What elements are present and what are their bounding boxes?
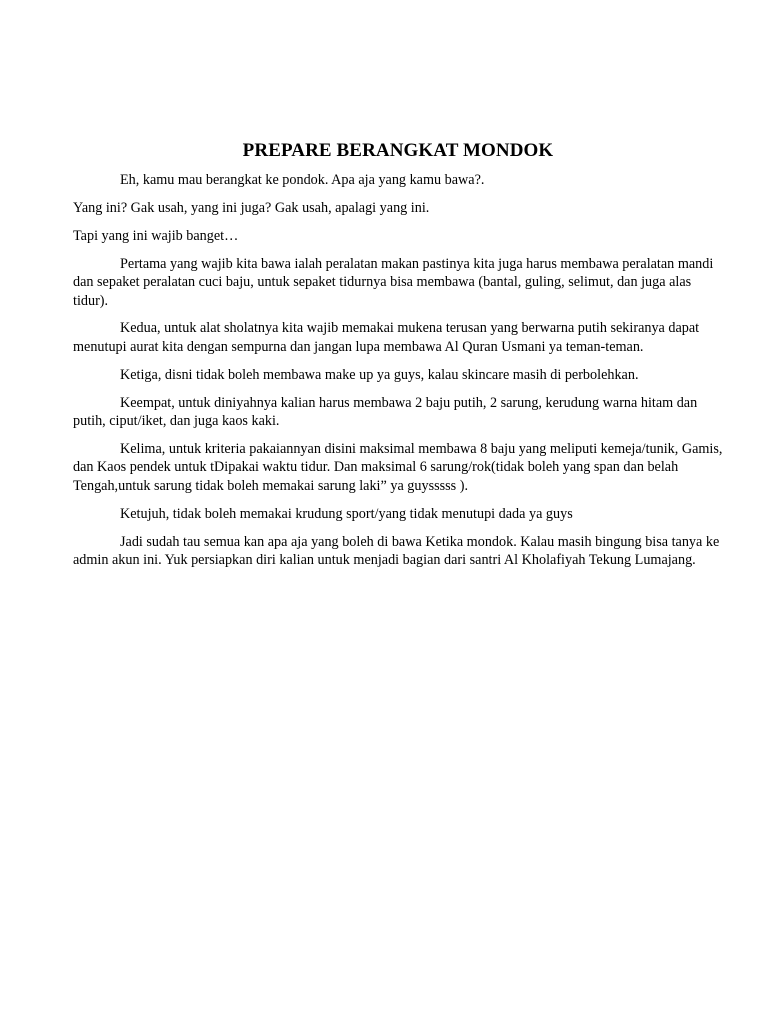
paragraph-closing: Jadi sudah tau semua kan apa aja yang boleh di bawa Ketika mondok. Kalau masih bingung bisa tanya ke admin akun ini. Yuk persiapkan diri kalian untuk menjadi bagian dari santri Al Kholafiyah Tekung Lumajang. xyxy=(73,533,720,568)
document-title: PREPARE BERANGKAT MONDOK xyxy=(242,140,554,161)
document-body xyxy=(73,140,723,579)
paragraph-third: Ketiga, disni tidak boleh membawa make up ya guys, kalau skincare masih di perbolehkan. xyxy=(120,366,639,383)
paragraph-must-have: Tapi yang ini wajib banget… xyxy=(73,227,239,244)
paragraph-not-this: Yang ini? Gak usah, yang ini juga? Gak usah, apalagi yang ini. xyxy=(73,199,430,216)
paragraph-fifth: Kelima, untuk kriteria pakaiannyan disini maksimal membawa 8 baju yang meliputi kemeja/tunik, Gamis, dan Kaos pendek untuk tDipakai waktu tidur. Dan maksimal 6 sarung/rok(tidak boleh yang span dan belah Tengah,untuk sarung tidak boleh memakai sarung laki” ya guysssss ). xyxy=(73,440,723,494)
paragraph-first: Pertama yang wajib kita bawa ialah peralatan makan pastinya kita juga harus membawa peralatan mandi dan sepaket peralatan cuci baju, untuk sepaket tidurnya bisa membawa (bantal, guling, selimut, dan juga alas tidur). xyxy=(73,255,714,309)
paragraph-fourth: Keempat, untuk diniyahnya kalian harus membawa 2 baju putih, 2 sarung, kerudung warna hitam dan putih, ciput/iket, dan juga kaos kaki. xyxy=(73,394,698,430)
paragraph-seventh: Ketujuh, tidak boleh memakai krudung sport/yang tidak menutupi dada ya guys xyxy=(120,505,573,522)
paragraph-second: Kedua, untuk alat sholatnya kita wajib memakai mukena terusan yang berwarna putih sekiranya dapat menutupi aurat kita dengan sempurna dan jangan lupa membawa Al Quran Usmani ya teman-teman. xyxy=(73,320,700,355)
paragraph-intro: Eh, kamu mau berangkat ke pondok. Apa aja yang kamu bawa?. xyxy=(120,172,485,188)
